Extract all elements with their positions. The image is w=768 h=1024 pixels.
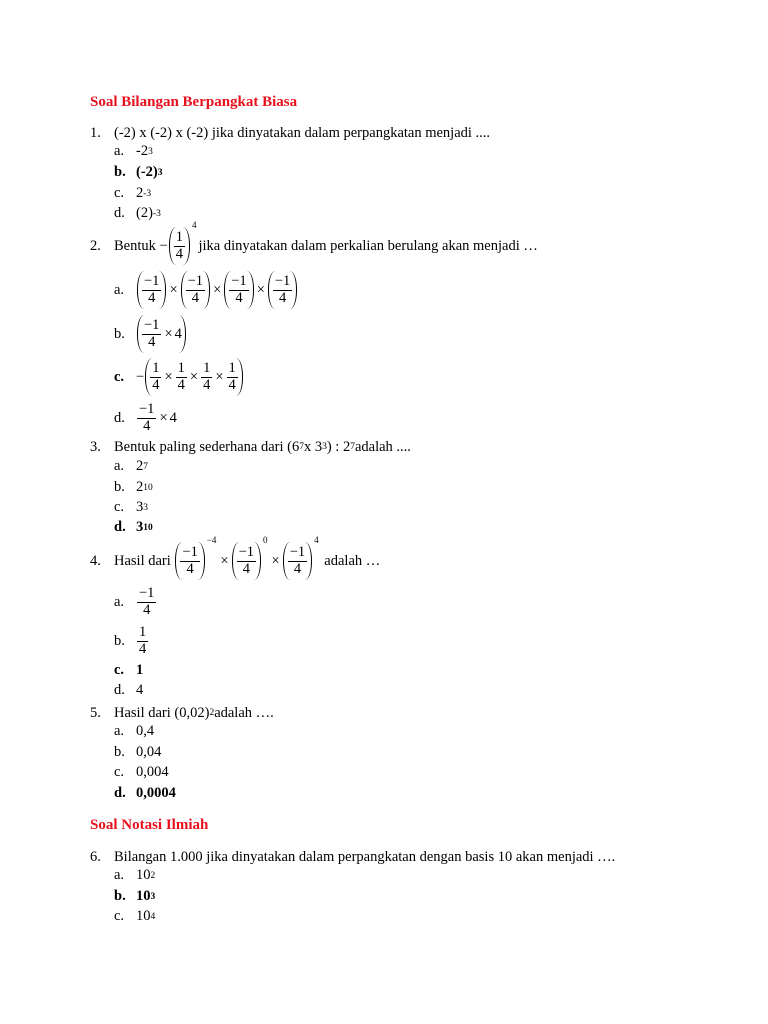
question-4: 4. Hasil dari −1 4 −4 × −1 4 0 × −1 4 4 adalah … [90,541,380,581]
question-6: 6. Bilangan 1.000 jika dinyatakan dalam perpangkatan dengan basis 10 akan menjadi …. [90,848,616,865]
option: a. 10 2 [114,867,156,883]
question-number: 1. [90,124,101,141]
option: c. 3 3 [114,499,148,515]
question-1 [90,123,490,143]
option: d. (2) -3 [114,205,161,221]
question-number: 3. [90,438,101,455]
option: a. −1 4 [114,584,155,618]
option: a. 2 7 [114,458,148,474]
question-number: 5. [90,704,101,721]
option: c. 0,004 [114,764,169,780]
section-title: Soal Notasi Ilmiah [90,817,209,833]
option: c. 2 -3 [114,185,152,201]
section-title: Soal Bilangan Berpangkat Biasa [90,94,298,110]
option-correct: b. 10 3 [114,888,156,904]
question-2: 2. Bentuk − 1 4 4 jika dinyatakan dalam perkalian berulang akan menjadi … [90,226,538,266]
option: c. 10 4 [114,908,156,924]
question-number: 4. [90,552,101,569]
option-correct: b. (-2) 3 [114,164,163,180]
option: d. $\frac{-1}{4}$ × 4 [114,400,177,434]
option: d. 4 [114,682,144,698]
option: b. $\frac{-1}{4}$ × 4 [114,314,187,354]
question-5: 5. Hasil dari (0,02) 2 adalah …. [90,704,274,721]
fraction-parens: 1 4 [169,227,190,265]
question-text: (-2) x (-2) x (-2) jika dinyatakan dalam perpangkatan menjadi .... [114,124,491,141]
option: b. 2 10 [114,479,153,495]
option-correct: c. 1 [114,662,144,678]
option-correct: d. 0,0004 [114,785,176,801]
question-number: 6. [90,848,101,865]
option: b. 1 4 [114,623,147,657]
question-number: 2. [90,237,101,254]
option-correct: c. − $\frac{1}{4}$ × $\frac{1}{4}$ × $\frac{1}{4}$ × $\frac{1}{4}$ [114,357,244,397]
option-correct: d. 3 10 [114,519,153,535]
option: a. −1 4 × −1 4 × −1 4 × −1 4 [114,270,298,310]
option: a. 0,4 [114,723,155,739]
option: a. -2 3 [114,143,153,159]
option: b. 0,04 [114,744,162,760]
question-3: 3. Bentuk paling sederhana dari (6 7 x 3 3 ) : 2 7 adalah .... [90,438,411,455]
